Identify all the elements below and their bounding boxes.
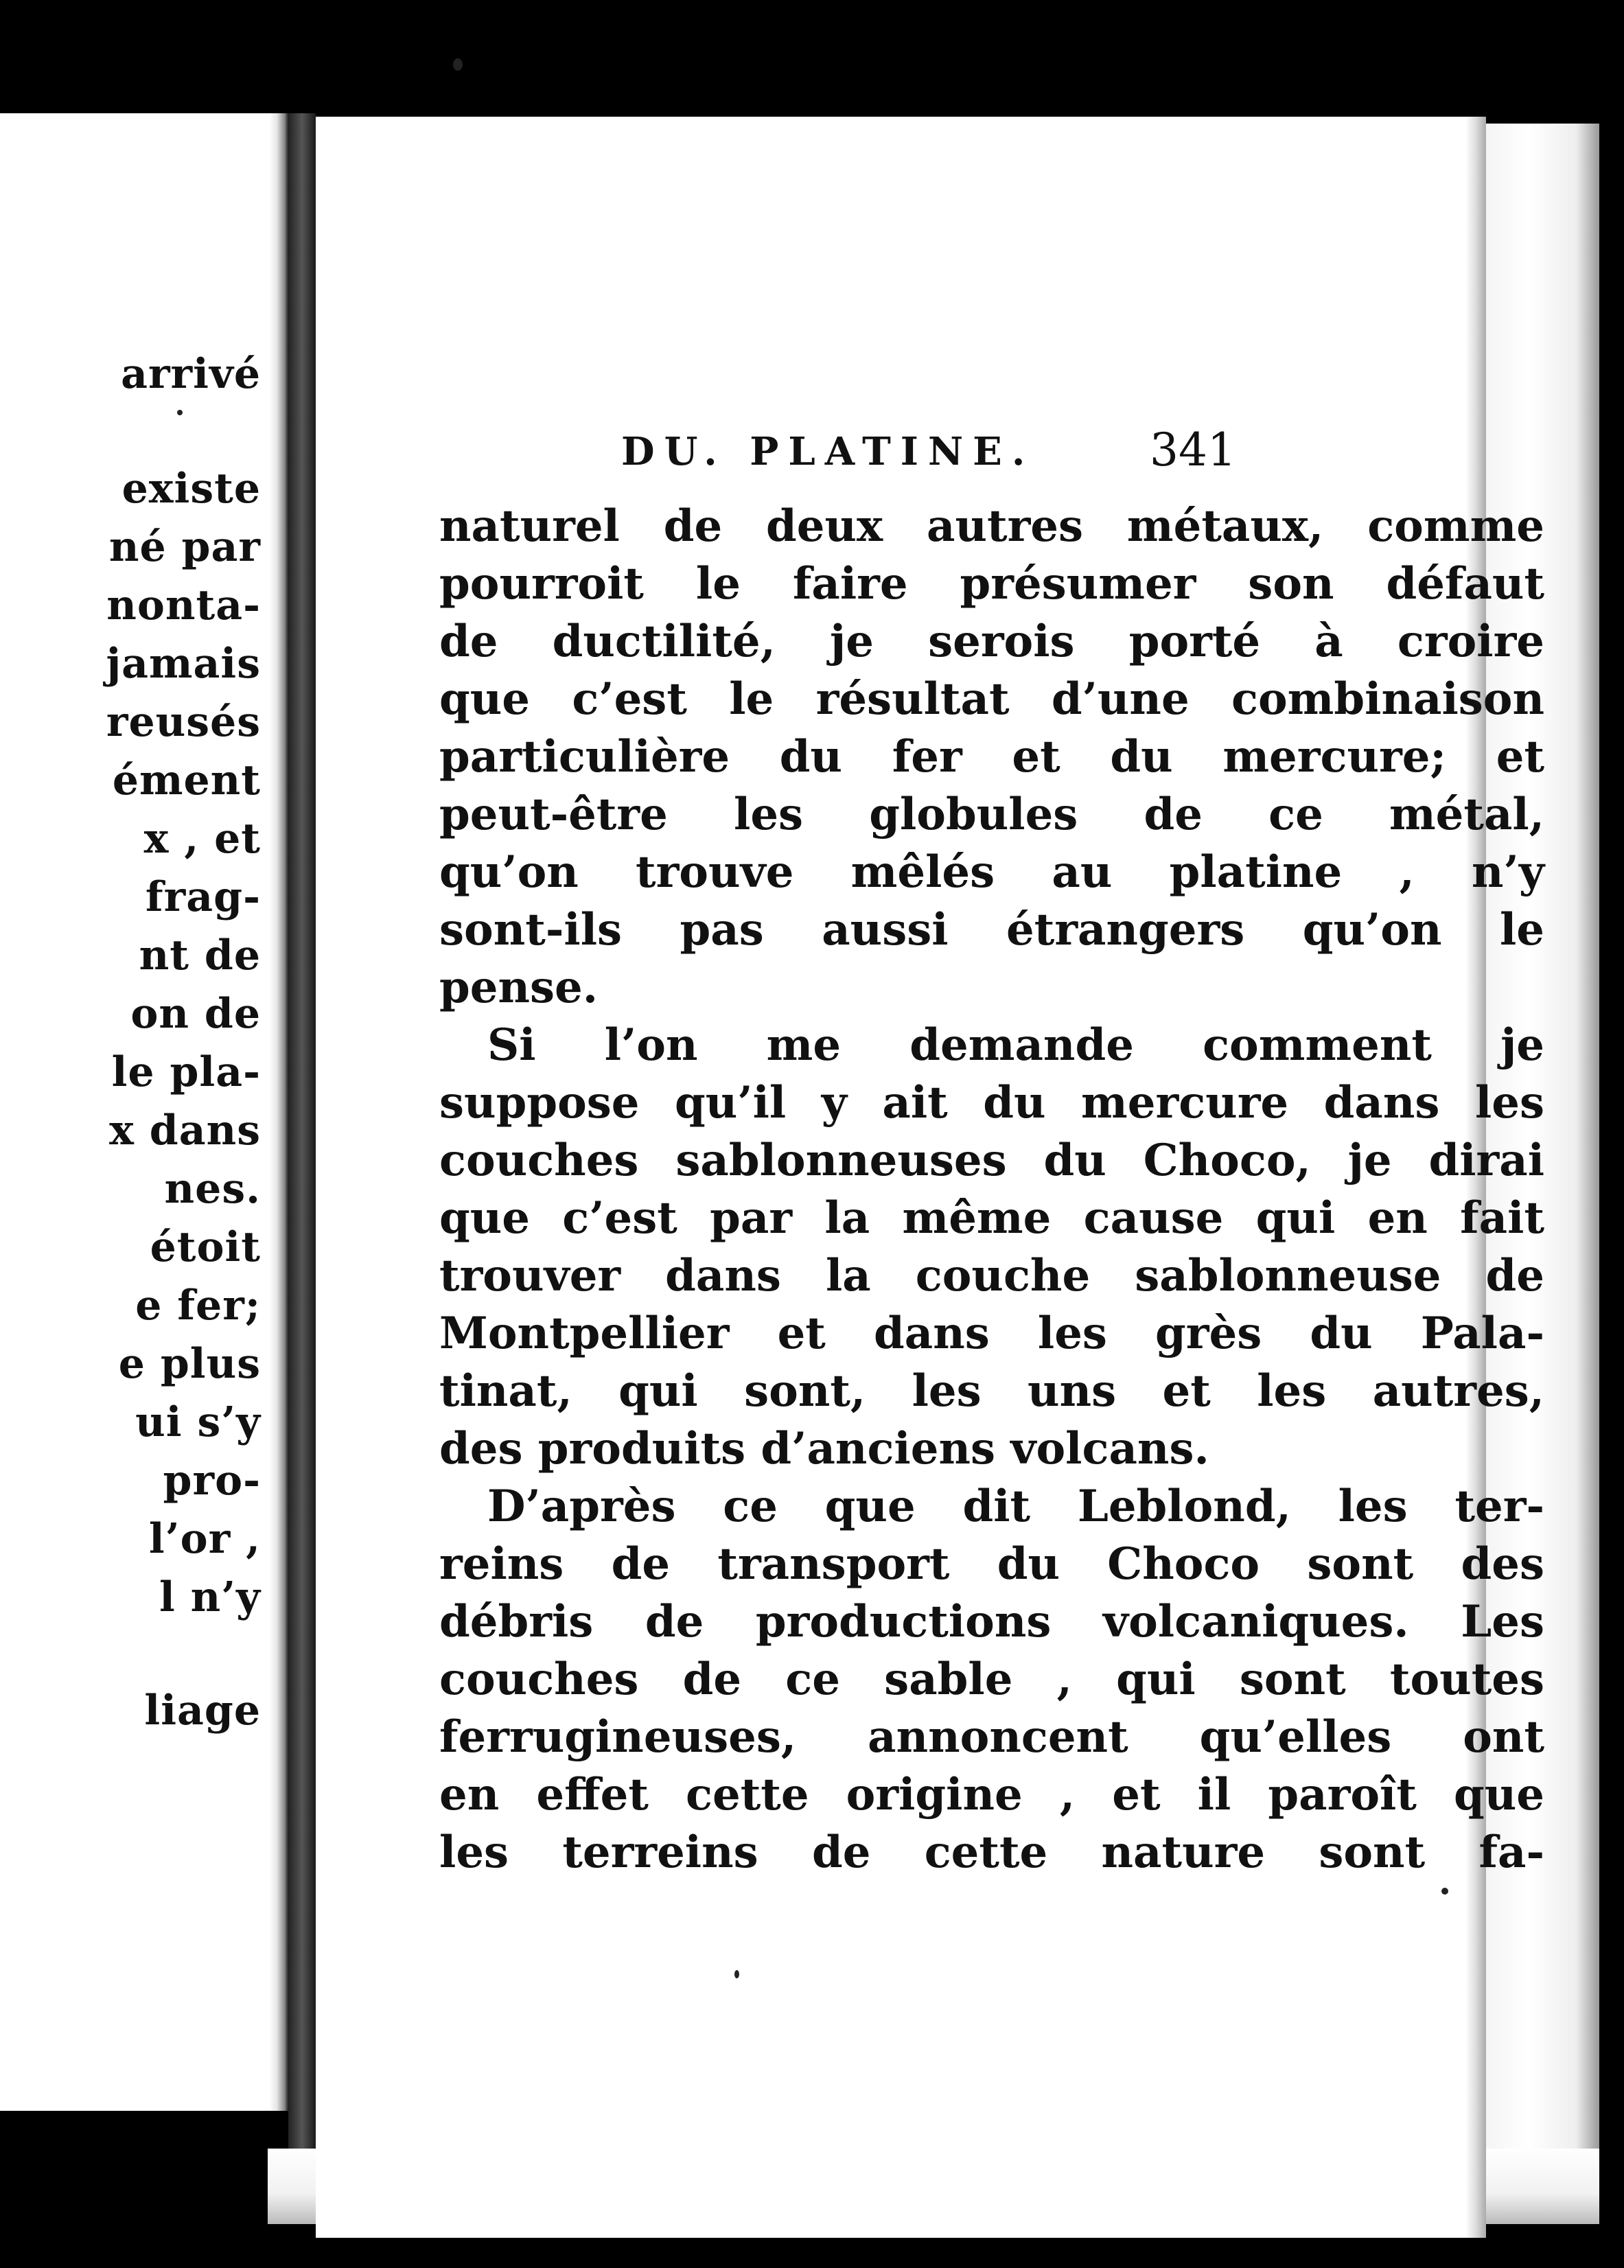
book-gutter	[288, 113, 316, 2207]
left-page-line: on de	[130, 990, 261, 1038]
paragraph-first-line: D’après ce que dit Leblond, les ter-	[487, 1481, 1544, 1532]
text-line: que c’est le résultat d’une combinaison	[439, 673, 1544, 725]
left-page-line: arrivé	[121, 350, 261, 398]
left-page-line: l’or ,	[148, 1515, 261, 1563]
text-line: pense.	[439, 962, 599, 1013]
running-head-title: DU. PLATINE.	[621, 429, 1035, 474]
left-page-line: le pla-	[111, 1048, 261, 1096]
left-page-line: ément	[112, 756, 261, 805]
text-line: ferrugineuses, annoncent qu’elles ont	[439, 1711, 1544, 1763]
text-line: tinat, qui sont, les uns et les autres,	[439, 1365, 1544, 1417]
text-line: des produits d’anciens volcans.	[439, 1423, 1209, 1474]
text-line: reins de transport du Choco sont des	[439, 1538, 1544, 1590]
left-page-line: étoit	[150, 1223, 261, 1271]
text-line: que c’est par la même cause qui en fait	[439, 1192, 1544, 1244]
left-page-line: e fer;	[135, 1282, 261, 1330]
page-number: 341	[1150, 424, 1236, 476]
left-page-line: l n’y	[159, 1573, 261, 1621]
text-line: trouver dans la couche sablonneuse de	[439, 1250, 1544, 1301]
left-page-line: liage	[144, 1687, 261, 1735]
left-page-line: nt de	[139, 931, 261, 980]
scan-speck	[453, 58, 463, 71]
left-page-edge-shadow	[269, 113, 288, 2111]
text-line: couches de ce sable , qui sont toutes	[439, 1654, 1544, 1705]
left-page-line: frag-	[145, 873, 261, 921]
text-line: couches sablonneuses du Choco, je dirai	[439, 1135, 1544, 1186]
text-line: de ductilité, je serois porté à croire	[439, 616, 1544, 667]
left-page-line: né par	[108, 523, 261, 571]
text-line: naturel de deux autres métaux, comme	[439, 500, 1544, 552]
text-line: particulière du fer et du mercure; et	[439, 731, 1544, 783]
left-page-line: x , et	[143, 815, 261, 863]
left-page-line: jamais	[106, 640, 261, 688]
scan-speck	[734, 1970, 739, 1978]
left-page-line: e plus	[118, 1340, 261, 1388]
text-line: peut-être les globules de ce métal,	[439, 789, 1544, 840]
left-page-line: nonta-	[106, 581, 261, 629]
left-facing-page	[0, 113, 288, 2111]
left-page-line: reusés	[106, 698, 261, 746]
running-head	[316, 424, 1486, 484]
scan-speck	[177, 410, 183, 415]
left-page-line: ui s’y	[135, 1398, 261, 1446]
text-line: en effet cette origine , et il paroît que	[439, 1769, 1544, 1820]
text-line: pourroit le faire présumer son défaut	[439, 558, 1544, 610]
text-line: les terreins de cette nature sont fa-	[439, 1827, 1544, 1878]
left-page-line: x dans	[109, 1107, 261, 1155]
text-line: Montpellier et dans les grès du Pala-	[439, 1308, 1544, 1359]
right-page	[316, 117, 1544, 2238]
left-page-line: nes.	[164, 1165, 261, 1213]
text-line: débris de productions volcaniques. Les	[439, 1596, 1544, 1647]
scan-speck	[1441, 1888, 1448, 1895]
left-page-line: pro-	[163, 1457, 261, 1505]
text-line: qu’on trouve mêlés au platine , n’y	[439, 846, 1544, 898]
text-line: suppose qu’il y ait du mercure dans les	[439, 1077, 1544, 1129]
paragraph-first-line: Si l’on me demande comment je	[487, 1019, 1544, 1071]
body-text	[439, 498, 1544, 1882]
left-page-line: existe	[121, 465, 261, 513]
text-line: sont-ils pas aussi étrangers qu’on le	[439, 904, 1544, 956]
